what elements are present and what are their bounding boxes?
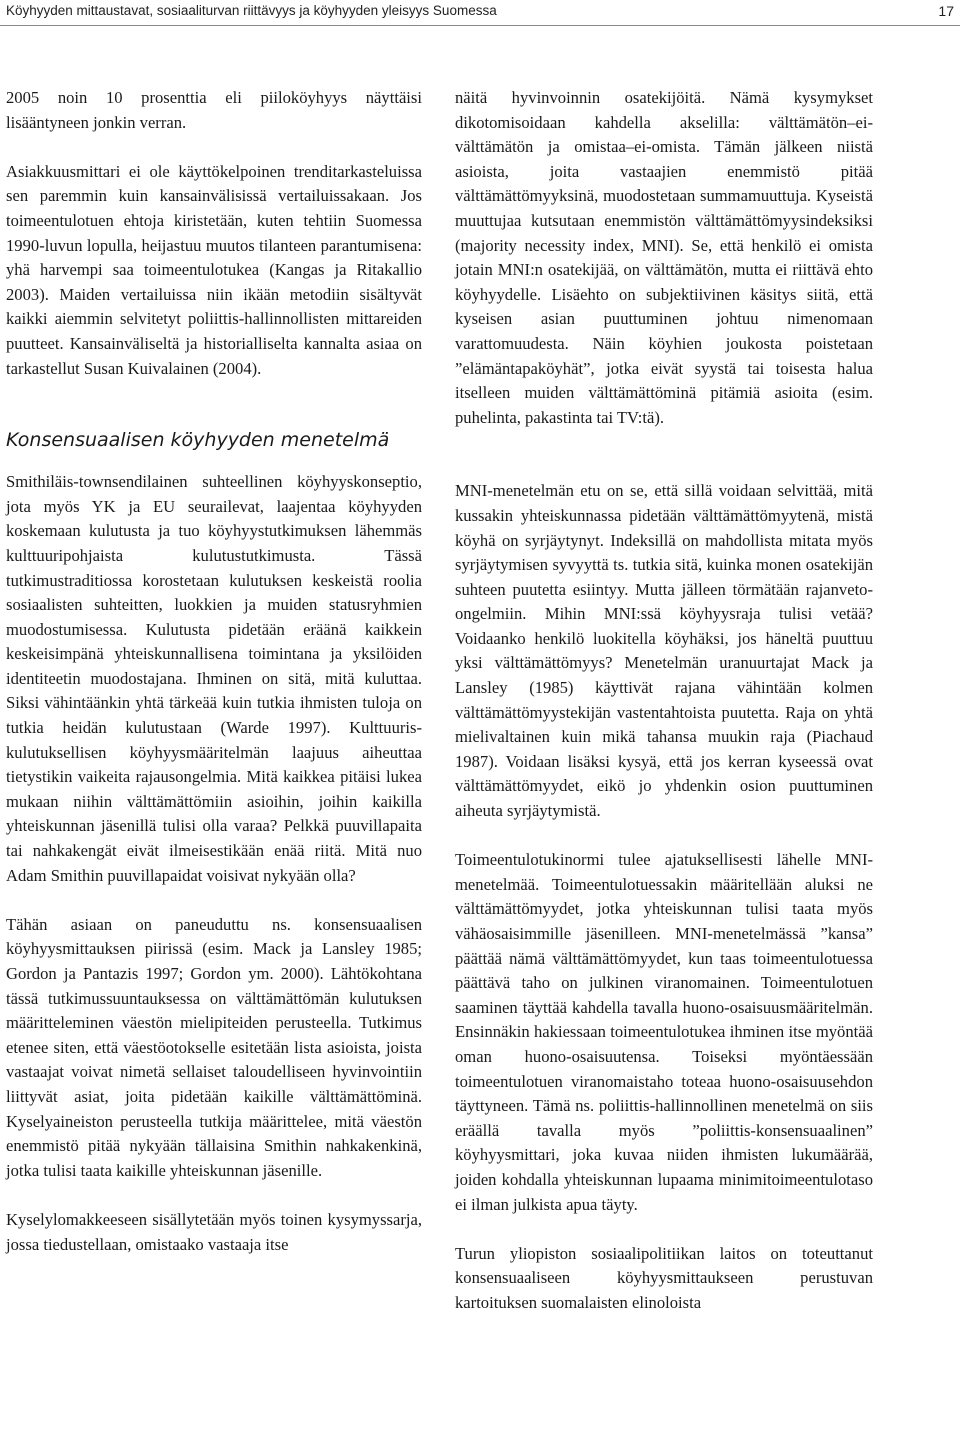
- running-title: Köyhyyden mittaustavat, sosiaaliturvan riittävyys ja köyhyyden yleisyys Suomessa: [6, 3, 497, 18]
- paragraph: MNI-menetelmän etu on se, että sillä voidaan selvittää, mitä kussakin yhteiskunnassa pidetään välttämättömyytenä, mistä köyhä on syrjäytynyt. Indeksillä on mahdollista mitata myös syrjäytymisen syvyyttä ts. tutkia sitä, kuinka monen osatekijän suhteen puutetta esiintyy. Mutta jälleen törmätään rajanveto-ongelmiin. Mihin MNI:ssä köyhyysraja tulisi vetää? Voidaanko henkilö luokitella köyhäksi, jos häneltä puuttuu yksi välttämättömyys? Menetelmän uranuurtajat Mack ja Lansley (1985) käyttivät rajana vähintään kolmen välttämättömyystekijän vastentahtoista puutetta. Raja on yhtä mielivaltainen kuin mikä tahansa muukin raja (Piachaud 1987). Voidaan lisäksi kysyä, että jos kerran kyseessä ovat välttämättömyydet, eikö jo yhdenkin osion puuttuminen aiheuta syrjäytymistä.: [455, 481, 873, 821]
- paragraph: Asiakkuusmittari ei ole käyttökelpoinen trenditarkasteluissa sen paremmin kuin kansainvälisissä vertailuissakaan. Jos toimeentulotuen ehtoja kiristetään, kuten tehtiin Suomessa 1990-luvun lopulla, heijastuu muutos tilanteen parantumisena: yhä harvempi saa toimeentulotukea (Kangas ja Ritakallio 2003). Maiden vertailuissa niin ikään metodiin sisältyvät kaikki aiemmin selvitetyt poliittis-hallinnollisten mittareiden puutteet. Kansainväliseltä ja historialliselta kannalta asiaa on tarkastellut Susan Kuivalainen (2004).: [6, 161, 422, 378]
- paragraph: Smithiläis-townsendilainen suhteellinen köyhyyskonseptio, jota myös YK ja EU seurailevat, laajentaa köyhyyden koskemaan kulutusta ja tuo köyhyystutkimuksen lähemmäs kulttuuripohjaista kulutustutkimusta. Tässä tutkimustraditiossa korostetaan kulutuksen keskeistä roolia sosiaalisten suhteitten, luokkien ja muiden statusryhmien muodostumisessa. Kulutusta pidetään eräänä kaikkein keskeisimpänä yhteiskunnallisena toimintana ja yksilöiden identiteetin muodostajana. Ihminen on sitä, mitä kuluttaa. Siksi vähintäänkin yhtä tärkeää kuin tutkia ihmisten tuloja on tutkia heidän kulutustaan (Warde 1997). Kulttuuris-kulutuksellisen köyhyysmääritelmän laajuus aiheuttaa tietystikin vaikeita rajausongelmia. Mitä kaikkea pitäisi lukea mukaan niihin välttämättömiin asioihin, joihin kaikilla yhteiskunnan jäsenillä tulisi olla varaa? Pelkkä puuvillapaita tai nahkakengät eivät ilmeisestikään enää riitä. Mitä nuo Adam Smithin puuvillapaidat voisivat nykyään olla?: [6, 472, 422, 885]
- running-header: [0, 0, 960, 28]
- paragraph: Tähän asiaan on paneuduttu ns. konsensuaalisen köyhyysmittauksen piirissä (esim. Mack ja Lansley 1985; Gordon ja Pantazis 1997; Gordon ym. 2000). Lähtökohtana tässä tutkimussuuntauksessa on välttämättömän kulutuksen määritteleminen väestön mielipiteiden perusteella. Tutkimus etenee siten, että väestöotokselle esitetään lista asioista, joista vastaajat voivat nimetä sellaiset taloudelliseen hyvinvointiin liittyvät asiat, joita pidetään kaikille välttämättöminä. Kyselyaineiston perusteella tutkija määrittelee, mitä väestön enemmistö pitää nykyään tällaisina Smithin nahkakenkinä, jotka tulisi taata kaikille yhteiskunnan jäsenille.: [6, 914, 422, 1180]
- left-column: [6, 86, 422, 1257]
- header-rule: [0, 25, 960, 26]
- paragraph: Turun yliopiston sosiaalipolitiikan laitos on toteuttanut konsensuaaliseen köyhyysmittaukseen perustuvan kartoituksen suomalaisten elinoloista: [455, 1243, 873, 1312]
- paragraph: Kyselylomakkeeseen sisällytetään myös toinen kysymyssarja, jossa tiedustellaan, omistaako vastaaja itse: [6, 1209, 422, 1254]
- paragraph: Toimeentulotukinormi tulee ajatuksellisesti lähelle MNI-menetelmää. Toimeentulotuessakin määritellään aluksi ne välttämättömyydet, jotka yhteiskunnan tulisi taata myös vähäosaisimmille jäsenilleen. MNI-menetelmässä ”kansa” päättää nämä välttämättömyydet, kun taas toimeentulotuessa päättävä taho on julkinen viranomainen. Toimeentulotuen saaminen täyttää kahdella tavalla huono-osaisuusmääritelmän. Ensinnäkin hakiessaan toimeentulotukea ihminen itse myöntää oman huono-osaisuutensa. Toiseksi myöntäessään toimeentulotuen viranomaistaho toteaa huono-osaisuusehdon täyttyneen. Tämä ns. poliittis-hallinnollinen menetelmä on siis eräällä tavalla myös ”poliittis-konsensuaalinen” köyhyysmittari, joka kuvaa niiden ihmisten lukumäärää, joiden kohdalla yhteiskunnan lupaama minimitoimeentulotaso ei ilman julkista apua täyty.: [455, 850, 873, 1214]
- paragraph: 2005 noin 10 prosenttia eli piiloköyhyys näyttäisi lisääntyneen jonkin verran.: [6, 88, 422, 132]
- right-column: [455, 86, 873, 1316]
- paragraph: näitä hyvinvoinnin osatekijöitä. Nämä kysymykset dikotomisoidaan kahdella akselilla: välttämätön–ei-välttämätön ja omistaa–ei-omista. Tämän jälkeen niistä asioista, joita vastaajien enemmistö pitää välttämättömyyksinä, muodostetaan summamuuttuja. Kyseistä muuttujaa kutsutaan enemmistön välttämättömyysindeksiksi (majority necessity index, MNI). Se, että henkilö ei omista jotain MNI:n osatekijää, on välttämätön, mutta ei riittävä ehto köyhyydelle. Lisäehto on subjektiivinen käsitys siitä, että kyseisen asian puuttuminen johtuu nimenomaan varattomuudesta. Näin köyhien joukosta poistetaan ”elämäntapaköyhät”, jotka eivät syystä tai toisesta halua itselleen muiden välttämättöminä pitämiä asioita (esim. puhelinta, pakastinta tai TV:tä).: [455, 88, 873, 427]
- page-number: 17: [938, 3, 954, 19]
- section-heading: Konsensuaalisen köyhyyden menetelmä: [6, 429, 390, 452]
